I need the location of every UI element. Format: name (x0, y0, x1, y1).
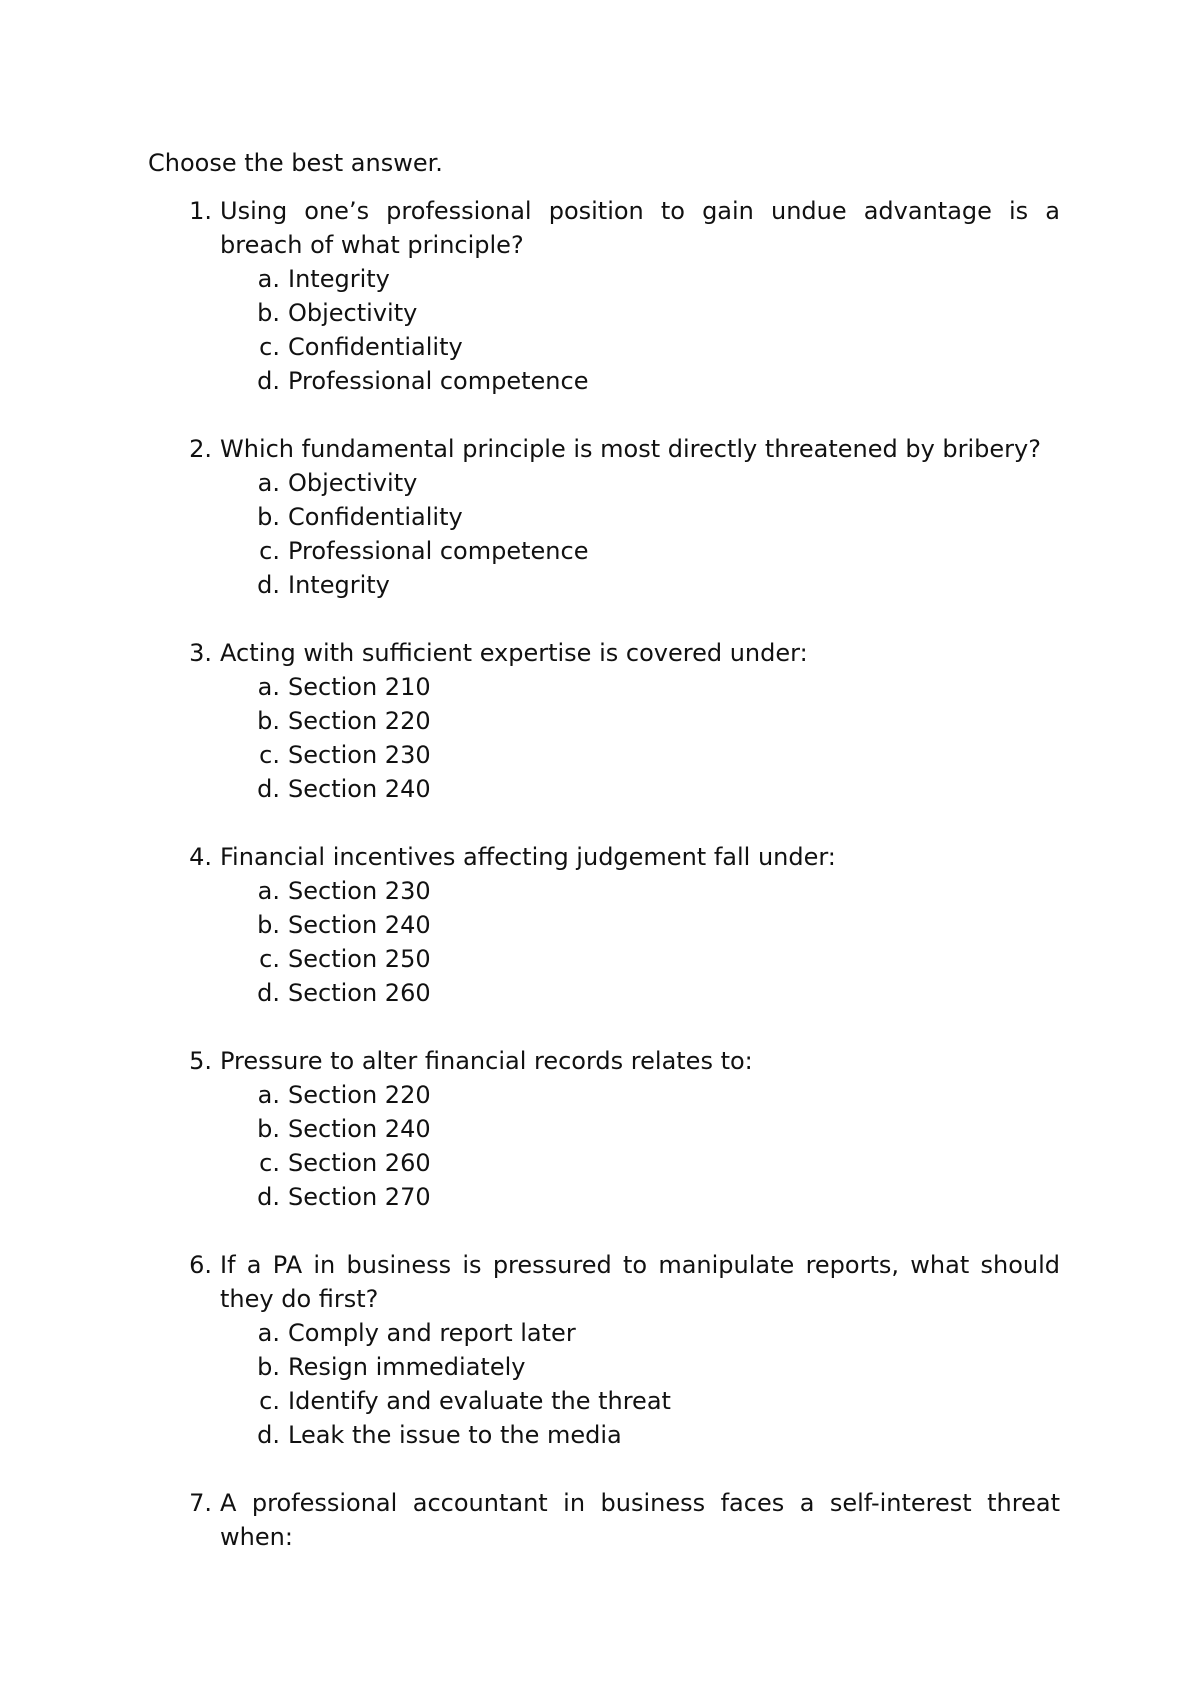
option-text: Resign immediately (288, 1353, 526, 1381)
question-list (148, 194, 1060, 1554)
question-number: 5. (189, 1047, 212, 1075)
answer-options (220, 466, 1060, 602)
question-item (148, 1044, 1060, 1214)
answer-options (220, 262, 1060, 398)
question-item (148, 432, 1060, 602)
answer-option (248, 466, 1060, 500)
question-number: 1. (189, 197, 212, 225)
option-letter: a. (257, 1081, 280, 1109)
question-item (148, 840, 1060, 1010)
option-letter: c. (259, 1149, 280, 1177)
option-letter: a. (257, 1319, 280, 1347)
option-text: Comply and report later (288, 1319, 576, 1347)
question-body (220, 194, 1060, 398)
option-letter: b. (257, 503, 280, 531)
question-text: A professional accountant in business faces a self-interest threat when: (220, 1489, 1060, 1551)
option-text: Section 220 (288, 1081, 431, 1109)
option-letter: b. (257, 1115, 280, 1143)
option-text: Section 260 (288, 979, 431, 1007)
answer-options (220, 1078, 1060, 1214)
question-item (148, 636, 1060, 806)
question-text: Pressure to alter financial records relates to: (220, 1047, 753, 1075)
answer-option (248, 364, 1060, 398)
option-text: Section 240 (288, 911, 431, 939)
question-body (220, 840, 1060, 1010)
answer-options (220, 670, 1060, 806)
option-letter: a. (257, 877, 280, 905)
option-text: Objectivity (288, 469, 418, 497)
option-text: Professional competence (288, 367, 589, 395)
option-text: Section 210 (288, 673, 431, 701)
option-text: Objectivity (288, 299, 418, 327)
option-letter: c. (259, 333, 280, 361)
option-letter: d. (257, 571, 280, 599)
option-text: Section 230 (288, 741, 431, 769)
document-page (148, 146, 1060, 1588)
question-item (148, 1248, 1060, 1452)
option-text: Section 230 (288, 877, 431, 905)
question-text: Acting with sufficient expertise is covered under: (220, 639, 808, 667)
question-item (148, 194, 1060, 398)
question-number: 6. (189, 1251, 212, 1279)
question-body (220, 636, 1060, 806)
option-letter: a. (257, 265, 280, 293)
option-letter: c. (259, 741, 280, 769)
question-number: 4. (189, 843, 212, 871)
answer-option (248, 262, 1060, 296)
option-text: Integrity (288, 571, 390, 599)
option-text: Leak the issue to the media (288, 1421, 622, 1449)
option-letter: b. (257, 299, 280, 327)
option-letter: d. (257, 367, 280, 395)
option-text: Professional competence (288, 537, 589, 565)
answer-option (248, 1384, 1060, 1418)
instruction-text: Choose the best answer. (148, 149, 443, 177)
answer-option (248, 534, 1060, 568)
option-letter: a. (257, 469, 280, 497)
question-number: 7. (189, 1489, 212, 1517)
answer-option (248, 874, 1060, 908)
answer-option (248, 908, 1060, 942)
answer-option (248, 942, 1060, 976)
option-letter: c. (259, 537, 280, 565)
option-letter: d. (257, 775, 280, 803)
answer-option (248, 1180, 1060, 1214)
question-number: 3. (189, 639, 212, 667)
question-item (148, 1486, 1060, 1554)
option-text: Section 220 (288, 707, 431, 735)
option-text: Section 260 (288, 1149, 431, 1177)
answer-option (248, 704, 1060, 738)
answer-option (248, 1112, 1060, 1146)
question-text: Financial incentives affecting judgement fall under: (220, 843, 836, 871)
answer-option (248, 330, 1060, 364)
answer-option (248, 1316, 1060, 1350)
answer-option (248, 500, 1060, 534)
option-letter: c. (259, 945, 280, 973)
option-text: Integrity (288, 265, 390, 293)
option-text: Section 250 (288, 945, 431, 973)
answer-option (248, 1418, 1060, 1452)
question-body (220, 1248, 1060, 1452)
option-letter: d. (257, 979, 280, 1007)
option-text: Identify and evaluate the threat (288, 1387, 671, 1415)
option-letter: a. (257, 673, 280, 701)
option-letter: d. (257, 1183, 280, 1211)
question-body (220, 1486, 1060, 1554)
question-body (220, 1044, 1060, 1214)
question-text: Using one’s professional position to gain undue advantage is a breach of what principle? (220, 197, 1060, 259)
answer-options (220, 1316, 1060, 1452)
answer-option (248, 568, 1060, 602)
answer-option (248, 670, 1060, 704)
answer-options (220, 874, 1060, 1010)
answer-option (248, 296, 1060, 330)
answer-option (248, 976, 1060, 1010)
option-letter: b. (257, 1353, 280, 1381)
option-letter: c. (259, 1387, 280, 1415)
option-text: Confidentiality (288, 333, 463, 361)
option-text: Section 270 (288, 1183, 431, 1211)
option-letter: b. (257, 707, 280, 735)
option-text: Section 240 (288, 775, 431, 803)
option-text: Section 240 (288, 1115, 431, 1143)
question-text: If a PA in business is pressured to manipulate reports, what should they do first? (220, 1251, 1060, 1313)
question-text: Which fundamental principle is most directly threatened by bribery? (220, 435, 1041, 463)
answer-option (248, 1350, 1060, 1384)
answer-option (248, 772, 1060, 806)
option-letter: d. (257, 1421, 280, 1449)
question-body (220, 432, 1060, 602)
option-letter: b. (257, 911, 280, 939)
answer-option (248, 738, 1060, 772)
question-number: 2. (189, 435, 212, 463)
option-text: Confidentiality (288, 503, 463, 531)
answer-option (248, 1146, 1060, 1180)
answer-option (248, 1078, 1060, 1112)
